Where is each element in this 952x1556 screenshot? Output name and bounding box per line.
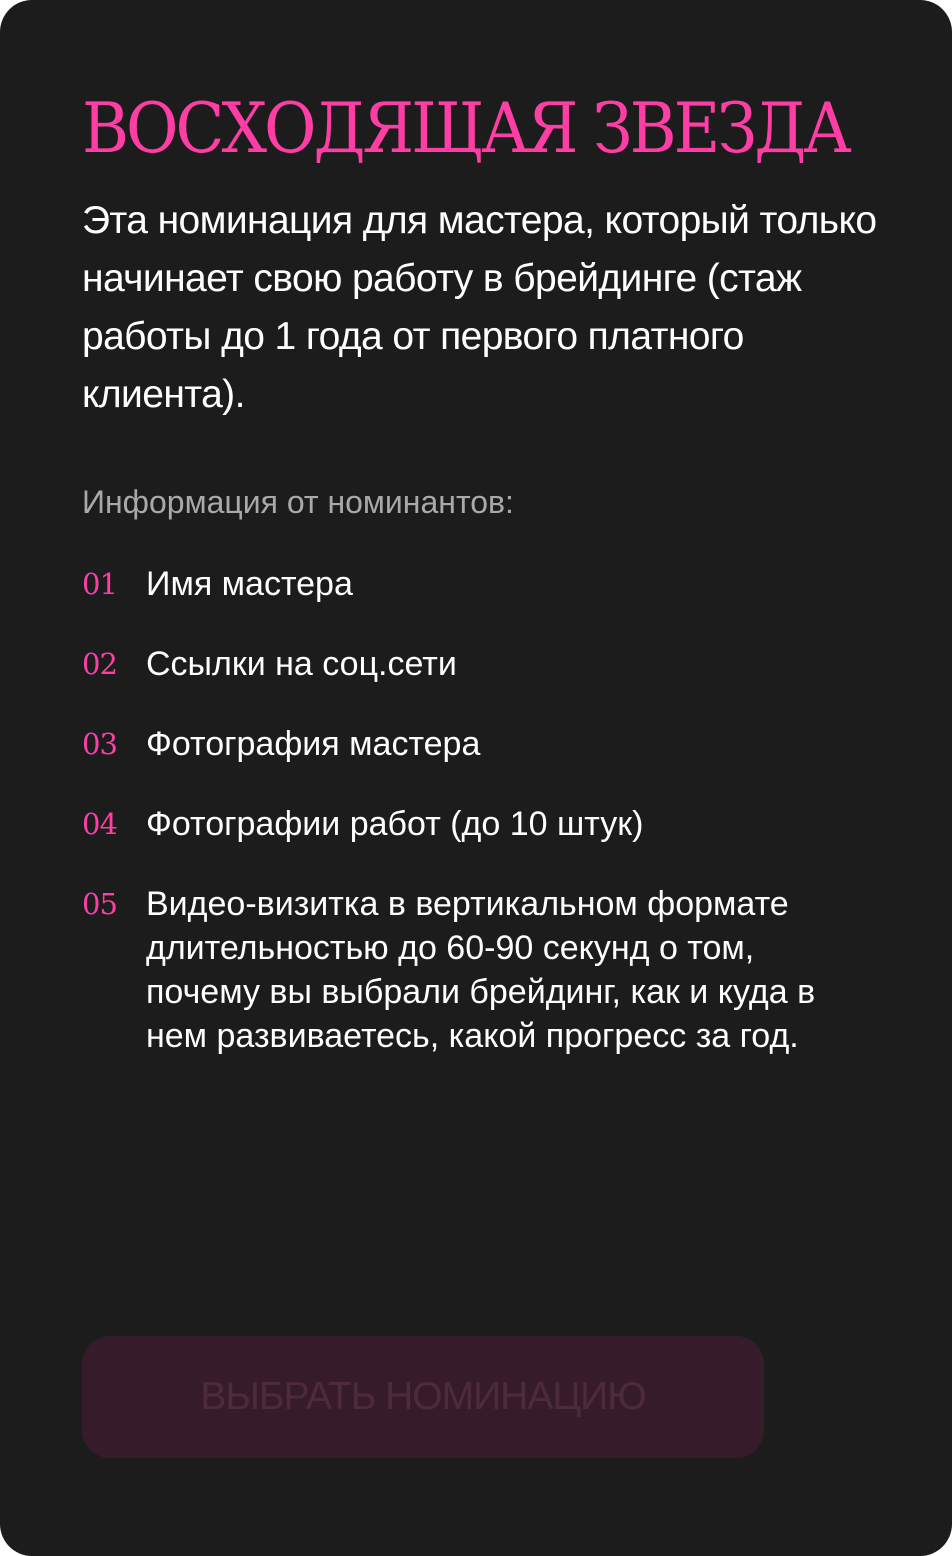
list-item bbox=[82, 722, 882, 766]
nomination-description: Эта номинация для мастера, который только начинает свою работу в брейдинге (стаж работы до 1 года от первого платного клиента). bbox=[82, 199, 877, 416]
item-text: Видео-визитка в вертикальном формате длительностью до 60-90 секунд о том, почему вы выбрали брейдинг, как и куда в нем развиваетесь, какой прогресс за год. bbox=[146, 885, 816, 1055]
item-text: Имя мастера bbox=[146, 565, 353, 603]
item-number: 02 bbox=[82, 647, 117, 681]
info-label: Информация от номинантов: bbox=[82, 484, 514, 520]
item-number: 04 bbox=[82, 807, 117, 841]
item-number: 03 bbox=[82, 727, 117, 761]
select-nomination-button[interactable]: ВЫБРАТЬ НОМИНАЦИЮ bbox=[82, 1336, 764, 1458]
list-item bbox=[82, 802, 882, 846]
list-item bbox=[82, 882, 882, 1058]
requirements-list bbox=[82, 562, 882, 1094]
item-text: Фотографии работ (до 10 штук) bbox=[146, 805, 644, 843]
item-text: Ссылки на соц.сети bbox=[146, 645, 457, 683]
list-item bbox=[82, 562, 882, 606]
item-number: 05 bbox=[82, 887, 117, 921]
item-text: Фотография мастера bbox=[146, 725, 481, 763]
list-item bbox=[82, 642, 882, 686]
nomination-title: ВОСХОДЯЩАЯ ЗВЕЗДА bbox=[82, 89, 849, 170]
item-number: 01 bbox=[82, 567, 117, 601]
